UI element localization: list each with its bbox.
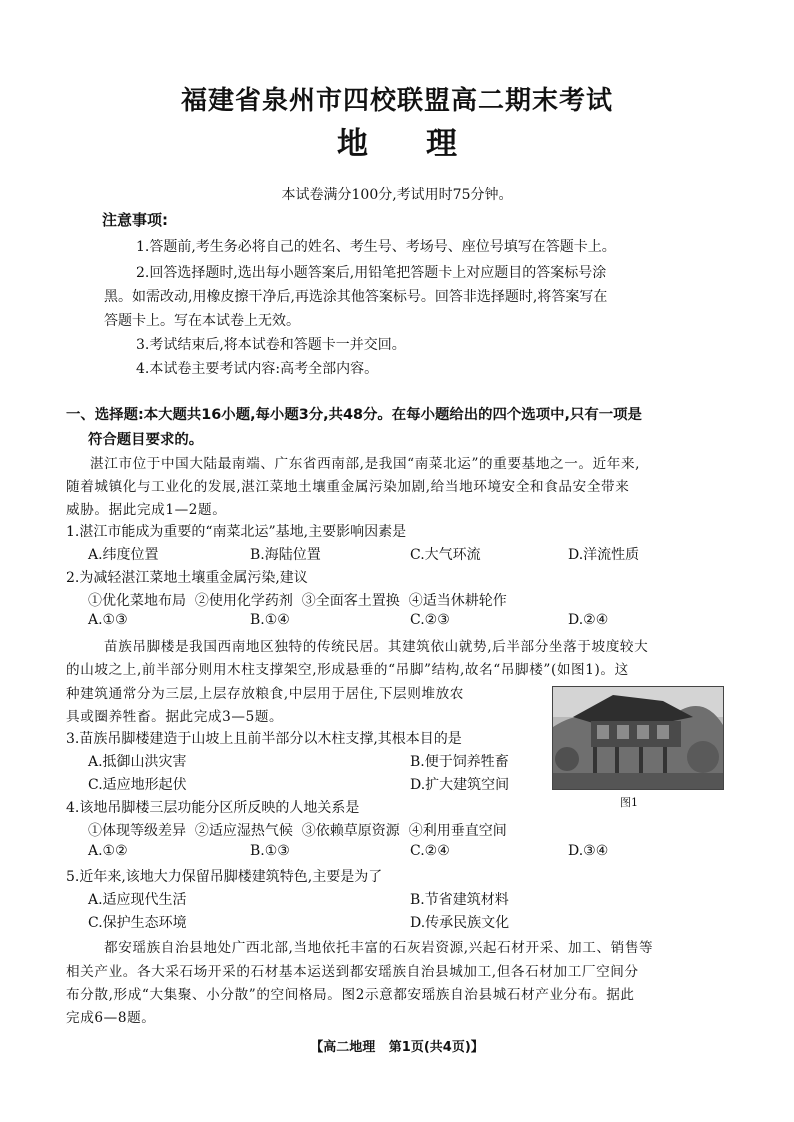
q2-stem: 2.为减轻湛江菜地土壤重金属污染,建议 — [66, 570, 308, 586]
q3-option-b: B.便于饲养牲畜 — [410, 754, 509, 770]
q5-option-b: B.节省建筑材料 — [410, 892, 509, 908]
q2-option-b: B.①④ — [250, 612, 290, 628]
passage3-line-4: 完成6—8题。 — [66, 1010, 156, 1026]
notice-line-1: 1.答题前,考生务必将自己的姓名、考生号、考场号、座位号填写在答题卡上。 — [136, 239, 616, 255]
q4-stem: 4.该地吊脚楼三层功能分区所反映的人地关系是 — [66, 800, 360, 816]
section-heading-cont: 符合题目要求的。 — [88, 432, 204, 448]
q2-option-a: A.①③ — [88, 612, 128, 628]
passage1-line-3: 威胁。据此完成1—2题。 — [66, 502, 227, 518]
notice-line-6: 4.本试卷主要考试内容:高考全部内容。 — [136, 361, 379, 377]
q3-option-d: D.扩大建筑空间 — [410, 777, 510, 793]
notice-heading: 注意事项: — [102, 211, 168, 229]
passage2-line-4: 具或圈养牲畜。据此完成3—5题。 — [66, 709, 284, 725]
q1-option-a: A.纬度位置 — [88, 547, 159, 563]
q5-option-d: D.传承民族文化 — [410, 915, 510, 931]
figure-1-stilt-house-photo — [552, 686, 724, 790]
q1-option-b: B.海陆位置 — [250, 547, 321, 563]
passage3-line-1: 都安瑶族自治县地处广西北部,当地依托丰富的石灰岩资源,兴起石材开采、加工、销售等 — [104, 940, 654, 956]
figure-1-caption: 图1 — [620, 796, 638, 809]
passage3-line-3: 布分散,形成“大集聚、小分散”的空间格局。图2示意都安瑶族自治县城石材产业分布。据此 — [66, 987, 635, 1003]
q1-stem: 1.湛江市能成为重要的“南菜北运”基地,主要影响因素是 — [66, 524, 407, 540]
q1-option-c: C.大气环流 — [410, 547, 481, 563]
passage2-line-2: 的山坡之上,前半部分则用木柱支撑架空,形成悬垂的“吊脚”结构,故名“吊脚楼”(如图1)。这 — [66, 662, 629, 678]
q3-stem: 3.苗族吊脚楼建造于山坡上且前半部分以木柱支撑,其根本目的是 — [66, 731, 462, 747]
q5-option-a: A.适应现代生活 — [88, 892, 187, 908]
exam-title: 福建省泉州市四校联盟高二期末考试 — [180, 86, 613, 116]
exam-intro: 本试卷满分100分,考试用时75分钟。 — [281, 187, 513, 203]
passage2-line-1: 苗族吊脚楼是我国西南地区独特的传统民居。其建筑依山就势,后半部分坐落于坡度较大 — [104, 639, 649, 655]
notice-line-2: 2.回答选择题时,选出每小题答案后,用铅笔把答题卡上对应题目的答案标号涂 — [136, 265, 607, 281]
q1-option-d: D.洋流性质 — [568, 547, 640, 563]
passage1-line-1: 湛江市位于中国大陆最南端、广东省西南部,是我国“南菜北运”的重要基地之一。近年来, — [90, 456, 641, 472]
q2-option-d: D.②④ — [568, 612, 609, 628]
q4-items: ①体现等级差异 ②适应湿热气候 ③依赖草原资源 ④利用垂直空间 — [88, 823, 507, 839]
q4-option-b: B.①③ — [250, 843, 290, 859]
section-heading: 一、选择题:本大题共16小题,每小题3分,共48分。在每小题给出的四个选项中,只有一项是 — [66, 407, 642, 423]
subject-title: 地理 — [337, 126, 515, 162]
q5-option-c: C.保护生态环境 — [88, 915, 187, 931]
passage3-line-2: 相关产业。各大采石场开采的石材基本运送到都安瑶族自治县城加工,但各石材加工厂空间分 — [66, 964, 639, 980]
q2-option-c: C.②③ — [410, 612, 450, 628]
q4-option-d: D.③④ — [568, 843, 609, 859]
passage1-line-2: 随着城镇化与工业化的发展,湛江菜地土壤重金属污染加剧,给当地环境安全和食品安全带来 — [66, 479, 630, 495]
page-footer: 【高二地理 第1页(共4页)】 — [310, 1040, 484, 1055]
notice-line-5: 3.考试结束后,将本试卷和答题卡一并交回。 — [136, 337, 406, 353]
passage2-line-3: 种建筑通常分为三层,上层存放粮食,中层用于居住,下层则堆放农 — [66, 686, 464, 702]
notice-line-3: 黑。如需改动,用橡皮擦干净后,再选涂其他答案标号。回答非选择题时,将答案写在 — [104, 289, 608, 305]
q5-stem: 5.近年来,该地大力保留吊脚楼建筑特色,主要是为了 — [66, 869, 383, 885]
q3-option-a: A.抵御山洪灾害 — [88, 754, 187, 770]
q4-option-a: A.①② — [88, 843, 128, 859]
notice-line-4: 答题卡上。写在本试卷上无效。 — [104, 313, 300, 329]
q3-option-c: C.适应地形起伏 — [88, 777, 187, 793]
q4-option-c: C.②④ — [410, 843, 450, 859]
q2-items: ①优化菜地布局 ②使用化学药剂 ③全面客土置换 ④适当休耕轮作 — [88, 593, 507, 609]
